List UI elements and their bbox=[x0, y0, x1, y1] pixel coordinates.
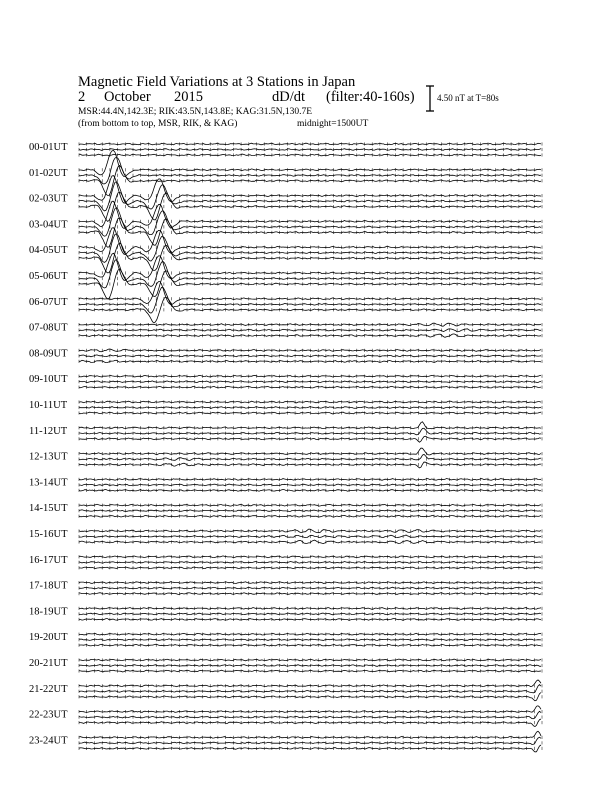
hour-label: 13-14UT bbox=[29, 477, 68, 489]
hour-label: 08-09UT bbox=[29, 348, 68, 360]
trace-kag bbox=[79, 680, 541, 687]
hour-label: 22-23UT bbox=[29, 709, 68, 721]
hour-row bbox=[29, 680, 542, 701]
hour-label: 15-16UT bbox=[29, 529, 68, 540]
trace-msr bbox=[79, 745, 541, 752]
hour-label: 20-21UT bbox=[29, 658, 68, 669]
stations-coordinates: MSR:44.4N,142.3E; RIK:43.5N,143.8E; KAG:31.5N,130.7E bbox=[78, 107, 313, 117]
trace-kag bbox=[79, 731, 541, 738]
hour-row bbox=[29, 555, 542, 570]
hour-row bbox=[29, 323, 542, 338]
hour-label: 17-18UT bbox=[29, 580, 68, 592]
hour-label: 14-15UT bbox=[29, 503, 68, 515]
hour-row bbox=[29, 448, 542, 468]
hour-row bbox=[29, 606, 542, 621]
scale-label: 4.50 nT at T=80s bbox=[437, 93, 499, 103]
hour-row bbox=[29, 253, 542, 298]
hour-label: 03-04UT bbox=[29, 219, 68, 231]
hour-row bbox=[29, 374, 542, 389]
chart-header bbox=[78, 74, 415, 129]
hour-row bbox=[29, 142, 542, 157]
hour-label: 12-13UT bbox=[29, 451, 68, 463]
hour-row bbox=[29, 400, 542, 415]
hour-row bbox=[29, 658, 542, 673]
filter-label: (filter:40-160s) bbox=[326, 89, 415, 105]
hour-label: 18-19UT bbox=[29, 606, 68, 618]
hour-row bbox=[29, 228, 542, 273]
hour-rows bbox=[29, 142, 542, 752]
date-month: October bbox=[104, 89, 151, 105]
hour-row bbox=[29, 477, 542, 492]
hour-label: 00-01UT bbox=[29, 142, 68, 153]
hour-row bbox=[29, 348, 542, 363]
trace-kag bbox=[79, 706, 541, 713]
hour-label: 21-22UT bbox=[29, 683, 68, 695]
amplitude-scale-bar bbox=[426, 86, 499, 111]
hour-label: 01-02UT bbox=[29, 167, 68, 179]
hour-label: 05-06UT bbox=[29, 271, 68, 282]
quantity-label: dD/dt bbox=[272, 89, 306, 105]
hour-label: 09-10UT bbox=[29, 374, 68, 386]
hour-row bbox=[29, 632, 542, 647]
midnight-note: midnight=1500UT bbox=[297, 119, 369, 129]
hour-label: 07-08UT bbox=[29, 322, 68, 334]
trace-msr bbox=[79, 719, 541, 727]
hour-label: 04-05UT bbox=[29, 245, 68, 257]
hour-label: 06-07UT bbox=[29, 296, 68, 308]
trace-msr bbox=[79, 693, 541, 701]
hour-row bbox=[29, 422, 542, 442]
hour-label: 16-17UT bbox=[29, 554, 68, 566]
hour-label: 10-11UT bbox=[29, 400, 68, 411]
hour-row bbox=[29, 581, 542, 596]
hour-row bbox=[29, 503, 542, 518]
hour-label: 19-20UT bbox=[29, 632, 68, 644]
date-year: 2015 bbox=[174, 89, 203, 105]
chart-title: Magnetic Field Variations at 3 Stations in Japan bbox=[78, 74, 356, 90]
hour-label: 02-03UT bbox=[29, 193, 68, 205]
trace-kag bbox=[79, 422, 541, 429]
hour-label: 11-12UT bbox=[29, 425, 68, 437]
hour-row bbox=[29, 706, 542, 727]
hour-row bbox=[29, 731, 542, 752]
hour-row bbox=[29, 529, 542, 544]
date-day: 2 bbox=[78, 89, 86, 105]
hour-label: 23-24UT bbox=[29, 735, 68, 747]
station-order-note: (from bottom to top, MSR, RIK, & KAG) bbox=[78, 119, 238, 129]
hour-row bbox=[29, 151, 542, 196]
